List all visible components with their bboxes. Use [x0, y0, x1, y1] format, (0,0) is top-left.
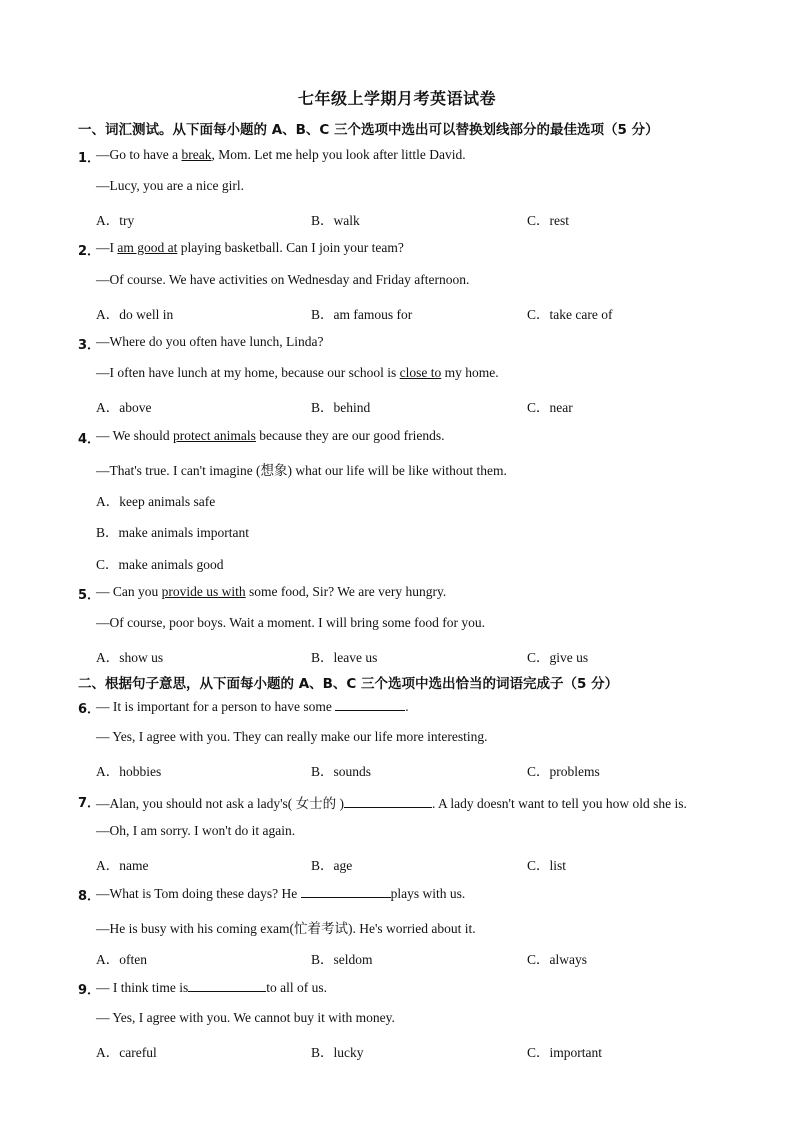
question-1-line-2: —Lucy, you are a nice girl.	[96, 178, 244, 193]
option-a[interactable]: A．often	[96, 952, 147, 967]
underlined-phrase: provide us with	[161, 584, 246, 599]
text: . A lady doesn't want to tell you how old she is.	[432, 796, 687, 811]
option-a[interactable]: A．name	[96, 858, 149, 873]
option-c[interactable]: C．make animals good	[96, 557, 224, 572]
text: because they are our good friends.	[255, 428, 445, 443]
answer-blank[interactable]	[344, 795, 432, 808]
question-3-line-2	[96, 365, 499, 381]
option-b[interactable]: B．sounds	[311, 764, 372, 779]
page-title: 七年级上学期月考英语试卷	[297, 89, 496, 108]
text: — I think time is	[96, 980, 189, 995]
text: , Mom. Let me help you look after little David.	[211, 147, 466, 162]
option-c[interactable]: C．important	[527, 1045, 602, 1060]
answer-blank[interactable]	[301, 885, 391, 898]
question-number: 2．	[78, 244, 101, 259]
text: — Can you	[96, 584, 162, 599]
option-c[interactable]: C．rest	[527, 213, 569, 228]
text: —I	[96, 240, 118, 255]
question-number: 3．	[78, 338, 101, 353]
text: —What is Tom doing these days? He	[96, 886, 301, 901]
option-b[interactable]: B．age	[311, 858, 353, 873]
option-b[interactable]: B．lucky	[311, 1045, 364, 1060]
text: some food, Sir? We are very hungry.	[245, 584, 447, 599]
option-c[interactable]: C．always	[527, 952, 587, 967]
option-b[interactable]: B．make animals important	[96, 525, 249, 540]
question-4-line-1	[96, 428, 444, 444]
question-1-line-1	[96, 147, 466, 163]
question-number: 9．	[78, 983, 101, 998]
section-1-heading: 一、词汇测试。从下面每小题的 A、B、C 三个选项中选出可以替换划线部分的最佳选项（5 分）	[78, 122, 659, 138]
option-c[interactable]: C．near	[527, 400, 573, 415]
question-8-line-2: —He is busy with his coming exam(忙着考试). He's worried about it.	[96, 921, 476, 936]
question-9-line-2: — Yes, I agree with you. We cannot buy it with money.	[96, 1010, 395, 1025]
question-number: 7．	[78, 796, 101, 811]
underlined-phrase: close to	[399, 365, 442, 380]
option-c[interactable]: C．problems	[527, 764, 600, 779]
option-c[interactable]: C．list	[527, 858, 567, 873]
question-4-line-2: —That's true. I can't imagine (想象) what our life will be like without them.	[96, 463, 507, 478]
option-a[interactable]: A．do well in	[96, 307, 174, 322]
option-a[interactable]: A．keep animals safe	[96, 494, 216, 509]
option-b[interactable]: B．walk	[311, 213, 360, 228]
text: — It is important for a person to have some	[96, 699, 336, 714]
underlined-phrase: am good at	[117, 240, 178, 255]
section-2-heading: 二、根据句子意思，从下面每小题的 A、B、C 三个选项中选出恰当的词语完成子（5 分）	[78, 676, 619, 692]
text: —Go to have a	[96, 147, 182, 162]
question-number: 8．	[78, 889, 101, 904]
underlined-phrase: break	[181, 147, 212, 162]
question-2-line-2: —Of course. We have activities on Wednesday and Friday afternoon.	[96, 272, 470, 287]
question-7-line-2: —Oh, I am sorry. I won't do it again.	[96, 823, 296, 838]
text: to all of us.	[266, 980, 327, 995]
question-6-line-1	[96, 698, 409, 715]
question-8-line-1	[96, 885, 465, 902]
option-c[interactable]: C．take care of	[527, 307, 613, 322]
answer-blank[interactable]	[335, 698, 405, 711]
underlined-phrase: protect animals	[173, 428, 256, 443]
option-a[interactable]: A．show us	[96, 650, 164, 665]
option-b[interactable]: B．am famous for	[311, 307, 413, 322]
option-b[interactable]: B．leave us	[311, 650, 378, 665]
option-a[interactable]: A．above	[96, 400, 152, 415]
text: playing basketball. Can I join your team?	[177, 240, 404, 255]
text: —Alan, you should not ask a lady's( 女士的 )	[96, 796, 345, 811]
option-a[interactable]: A．careful	[96, 1045, 157, 1060]
option-c[interactable]: C．give us	[527, 650, 589, 665]
text: — We should	[96, 428, 174, 443]
text: my home.	[441, 365, 499, 380]
question-9-line-1	[96, 979, 327, 996]
question-number: 5．	[78, 588, 101, 603]
question-5-line-1	[96, 584, 446, 600]
option-a[interactable]: A．hobbies	[96, 764, 162, 779]
text: plays with us.	[390, 886, 466, 901]
question-number: 4．	[78, 432, 101, 447]
question-3-line-1: —Where do you often have lunch, Linda?	[96, 334, 324, 349]
question-number: 6．	[78, 702, 101, 717]
question-number: 1．	[78, 151, 101, 166]
text: .	[405, 699, 409, 714]
option-b[interactable]: B．seldom	[311, 952, 373, 967]
question-5-line-2: —Of course, poor boys. Wait a moment. I will bring some food for you.	[96, 615, 485, 630]
question-2-line-1	[96, 240, 404, 256]
question-7-line-1	[96, 792, 687, 812]
option-b[interactable]: B．behind	[311, 400, 371, 415]
option-a[interactable]: A．try	[96, 213, 135, 228]
text: —I often have lunch at my home, because our school is	[96, 365, 400, 380]
question-6-line-2: — Yes, I agree with you. They can really make our life more interesting.	[96, 729, 488, 744]
answer-blank[interactable]	[188, 979, 266, 992]
